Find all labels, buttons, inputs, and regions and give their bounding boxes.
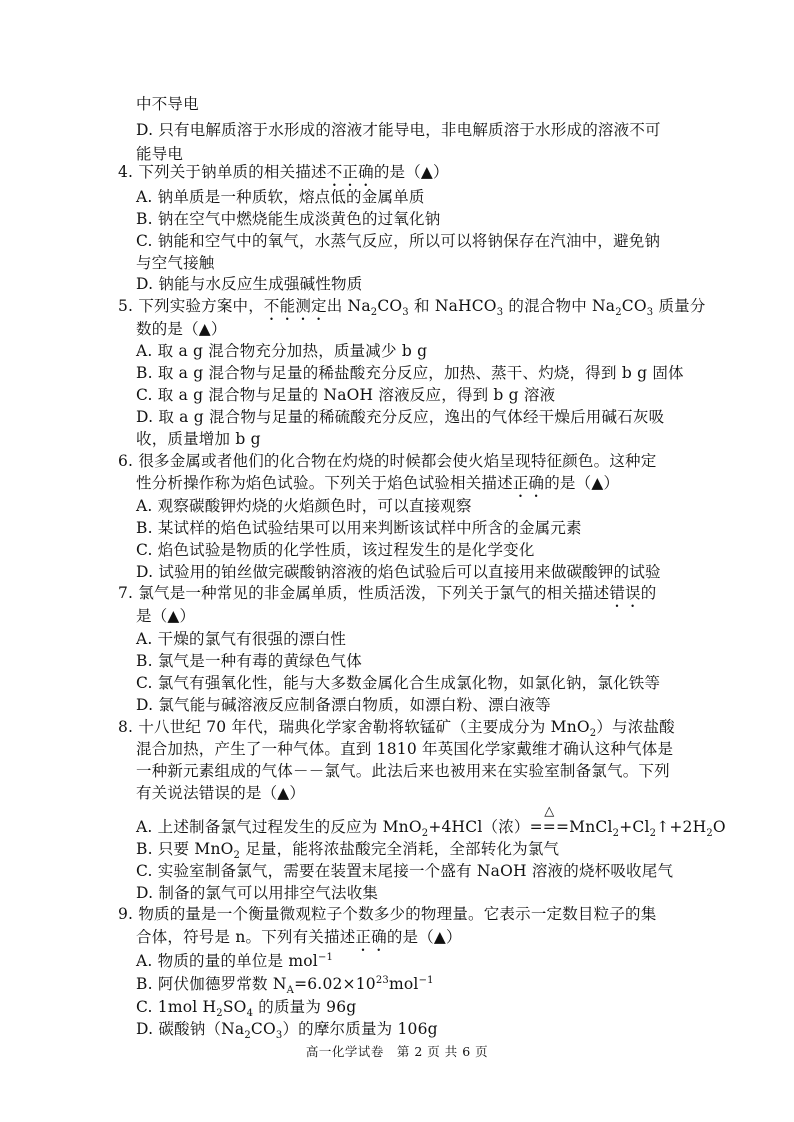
text-line: 有关说法错误的是（▲）: [136, 784, 306, 802]
option-c: C. 焰色试验是物质的化学性质，该过程发生的是化学变化: [136, 541, 535, 559]
text-line: 中不导电: [136, 95, 199, 113]
text-line: 收，质量增加 b g: [136, 430, 261, 448]
option-c: C. 取 a g 混合物与足量的 NaOH 溶液反应，得到 b g 溶液: [136, 386, 556, 404]
option-c: C. 氯气有强氧化性，能与大多数金属化合生成氯化物，如氯化钠，氯化铁等: [136, 674, 661, 692]
option-d: D. 氯气能与碱溶液反应制备漂白物质，如漂白粉、漂白液等: [136, 696, 551, 714]
text-line: 合体，符号是 n。下列有关描述正确的是（▲）: [136, 928, 462, 946]
question-5-stem: 5. 下列实验方案中，不能测定出 $Na_2CO_3$ 和 NaHCO$_3$ 的混合物中 $Na_2CO_3$ 质量分: [118, 297, 706, 319]
text-line: 性分析操作称为焰色试验。下列关于焰色试验相关描述正确的是（▲）: [136, 474, 620, 492]
option-c: C. 钠能和空气中的氧气，水蒸气反应，所以可以将钠保存在汽油中，避免钠: [136, 232, 661, 250]
option-a: A. 物质的量的单位是 mol$^{-1}$: [136, 951, 334, 970]
option-d: D. 钠能与水反应生成强碱性物质: [136, 275, 363, 293]
question-4-stem: 4. 下列关于钠单质的相关描述不正确的是（▲）: [118, 163, 449, 181]
text-line: 与空气接触: [136, 254, 215, 272]
option-d: D. 制备的氯气可以用排空气法收集: [136, 884, 379, 902]
page-footer: 高一化学试卷 第 2 页 共 6 页: [305, 1044, 489, 1059]
option-a: A. 干燥的氯气有很强的漂白性: [136, 630, 347, 648]
option-a: A. 钠单质是一种质软，熔点低的金属单质: [136, 188, 425, 206]
option-b: B. 氯气是一种有毒的黄绿色气体: [136, 652, 362, 670]
option-a: A. 观察碳酸钾灼烧的火焰颜色时，可以直接观察: [136, 497, 472, 515]
option-c: C. 1mol $H_2SO_4$ 的质量为 96g: [136, 998, 357, 1020]
text-line: 能导电: [136, 145, 184, 163]
question-9-stem: 9. 物质的量是一个衡量微观粒子个数多少的物理量。它表示一定数目粒子的集: [118, 905, 657, 923]
option-d: D. 碳酸钠$(Na_2CO_3)$的摩尔质量为 106g: [136, 1020, 438, 1042]
text-line: 数的是（▲）: [136, 320, 227, 338]
heating-condition: △ ===: [529, 804, 570, 836]
option-a: A. 取 a g 混合物充分加热，质量减少 b g: [136, 342, 428, 360]
question-7-stem: 7. 氯气是一种常见的非金属单质，性质活泼，下列关于氯气的相关描述错误的: [118, 584, 657, 602]
option-b: B. 阿伏伽德罗常数 $N_A=6.02\times 10^{23}mol^{-1}$: [136, 974, 434, 997]
option-d: D. 取 a g 混合物与足量的稀硫酸充分反应，逸出的气体经干燥后用碱石灰吸: [136, 408, 665, 426]
option-d: D. 试验用的铂丝做完碳酸钠溶液的焰色试验后可以直接用来做碳酸钾的试验: [136, 563, 661, 581]
option-b: B. 某试样的焰色试验结果可以用来判断该试样中所含的金属元素: [136, 519, 582, 537]
option-b: B. 钠在空气中燃烧能生成淡黄色的过氧化钠: [136, 210, 441, 228]
text-line: 是（▲）: [136, 607, 196, 625]
text-line: 混合加热，产生了一种气体。直到 1810 年英国化学家戴维才确认这种气体是: [136, 740, 674, 758]
option-b: B. 取 a g 混合物与足量的稀盐酸充分反应，加热、蒸干、灼烧，得到 b g 固体: [136, 364, 684, 382]
option-d: D. 只有电解质溶于水形成的溶液才能导电，非电解质溶于水形成的溶液不可: [136, 121, 661, 139]
option-c: C. 实验室制备氯气，需要在装置末尾接一个盛有 NaOH 溶液的烧杯吸收尾气: [136, 862, 674, 880]
option-b: B. 只要 MnO$_2$ 足量，能将浓盐酸完全消耗，全部转化为氯气: [136, 840, 560, 862]
option-a: A. 上述制备氯气过程发生的反应为 MnO$_2$+4HCl（浓） △ $===MnCl_2+Cl_2↑+2H_2O$: [136, 804, 726, 840]
question-8-stem: 8. 十八世纪 70 年代，瑞典化学家舍勒将软锰矿（主要成分为 MnO$_2$）与浓盐酸: [118, 718, 675, 740]
question-6-stem: 6. 很多金属或者他们的化合物在灼烧的时候都会使火焰呈现特征颜色。这种定: [118, 452, 657, 470]
text-line: 一种新元素组成的气体－－氯气。此法后来也被用来在实验室制备氯气。下列: [136, 762, 670, 780]
